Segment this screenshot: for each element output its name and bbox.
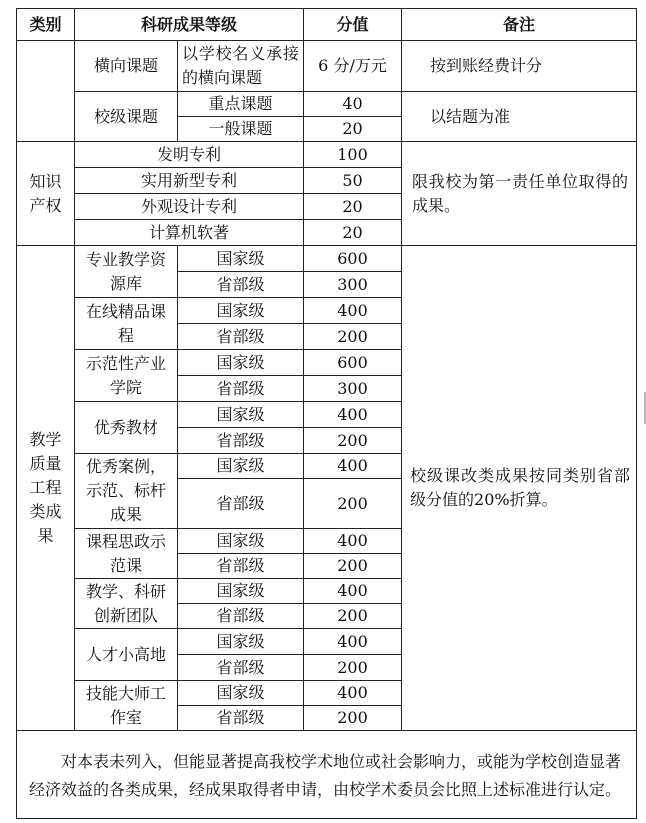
level-score: 400 — [304, 454, 402, 479]
category-ip: 知识产权 — [17, 142, 75, 246]
ip-item-score: 100 — [304, 142, 402, 168]
school-project-key-score: 40 — [304, 92, 402, 117]
level: 省部级 — [178, 324, 304, 350]
level: 省部级 — [178, 272, 304, 298]
level-score: 300 — [304, 272, 402, 298]
teaching-group-name: 人才小高地 — [75, 629, 178, 681]
table-row — [17, 92, 637, 117]
ip-item: 计算机软著 — [75, 220, 304, 246]
level-score: 300 — [304, 376, 402, 402]
table-row — [17, 142, 637, 168]
teaching-group-name: 技能大师工作室 — [75, 681, 178, 731]
horizontal-project-desc: 以学校名义承接的横向课题 — [178, 41, 304, 92]
score-standard-table — [16, 8, 637, 819]
level-score: 200 — [304, 428, 402, 454]
level: 省部级 — [178, 706, 304, 731]
teaching-group-name: 在线精品课程 — [75, 298, 178, 350]
level: 国家级 — [178, 298, 304, 324]
ip-remark: 限我校为第一责任单位取得的成果。 — [402, 142, 637, 246]
header-remark: 备注 — [402, 9, 637, 41]
school-project-label: 校级课题 — [75, 92, 178, 142]
level: 省部级 — [178, 604, 304, 629]
category-research-blank — [17, 41, 75, 142]
teaching-group-name: 教学、科研创新团队 — [75, 579, 178, 629]
level-score: 400 — [304, 529, 402, 554]
level: 国家级 — [178, 529, 304, 554]
level: 国家级 — [178, 629, 304, 655]
level-score: 400 — [304, 298, 402, 324]
level-score: 200 — [304, 324, 402, 350]
level-score: 400 — [304, 579, 402, 604]
level: 国家级 — [178, 681, 304, 706]
level-score: 400 — [304, 681, 402, 706]
horizontal-project-label: 横向课题 — [75, 41, 178, 92]
teaching-group-name: 优秀案例，示范、标杆成果 — [75, 454, 178, 529]
header-score: 分值 — [304, 9, 402, 41]
level-score: 600 — [304, 246, 402, 272]
header-category: 类别 — [17, 9, 75, 41]
level-score: 200 — [304, 554, 402, 579]
school-project-key: 重点课题 — [178, 92, 304, 117]
school-project-general: 一般课题 — [178, 117, 304, 142]
level: 省部级 — [178, 376, 304, 402]
school-project-remark: 以结题为准 — [402, 92, 637, 142]
level-score: 200 — [304, 655, 402, 681]
ip-item: 发明专利 — [75, 142, 304, 168]
level: 国家级 — [178, 246, 304, 272]
level-score: 400 — [304, 402, 402, 428]
level-score: 600 — [304, 350, 402, 376]
school-project-general-score: 20 — [304, 117, 402, 142]
header-grade: 科研成果等级 — [75, 9, 304, 41]
level: 省部级 — [178, 655, 304, 681]
level-score: 200 — [304, 706, 402, 731]
ip-item-score: 20 — [304, 194, 402, 220]
category-teaching: 教学质量工程类成果 — [17, 246, 75, 731]
level: 国家级 — [178, 350, 304, 376]
footer-row — [17, 731, 637, 819]
ip-item-score: 20 — [304, 220, 402, 246]
level: 国家级 — [178, 402, 304, 428]
horizontal-project-remark: 按到账经费计分 — [402, 41, 637, 92]
level-score: 200 — [304, 604, 402, 629]
teaching-remark: 校级课改类成果按同类别省部级分值的20%折算。 — [402, 246, 637, 731]
level: 省部级 — [178, 479, 304, 529]
ip-item: 实用新型专利 — [75, 168, 304, 194]
level: 省部级 — [178, 554, 304, 579]
level: 国家级 — [178, 454, 304, 479]
teaching-group-name: 示范性产业学院 — [75, 350, 178, 402]
horizontal-project-score: 6 分/万元 — [304, 41, 402, 92]
teaching-group-name: 专业教学资源库 — [75, 246, 178, 298]
table-row — [17, 246, 637, 272]
level: 国家级 — [178, 579, 304, 604]
level-score: 400 — [304, 629, 402, 655]
level-score: 200 — [304, 479, 402, 529]
level: 省部级 — [178, 428, 304, 454]
ip-item-score: 50 — [304, 168, 402, 194]
table-row — [17, 41, 637, 92]
teaching-group-name: 优秀教材 — [75, 402, 178, 454]
header-row — [17, 9, 637, 41]
teaching-group-name: 课程思政示范课 — [75, 529, 178, 579]
footer-note: 对本表未列入，但能显著提高我校学术地位或社会影响力，或能为学校创造显著经济效益的各类成果，经成果取得者申请，由校学术委员会比照上述标准进行认定。 — [17, 731, 637, 819]
ip-item: 外观设计专利 — [75, 194, 304, 220]
